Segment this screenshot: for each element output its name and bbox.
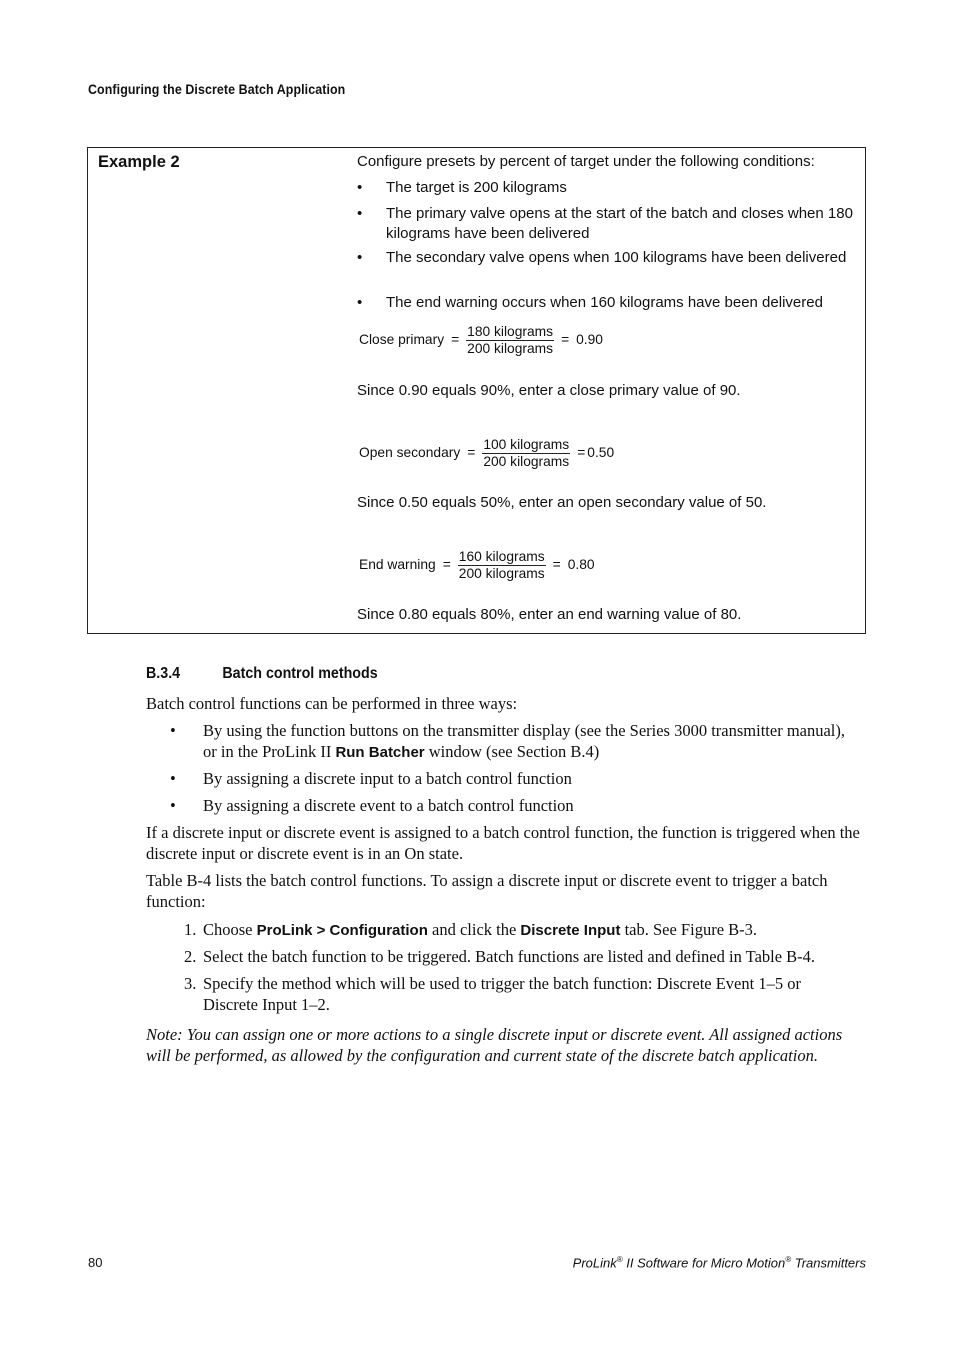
step-text: Specify the method which will be used to trigger the batch function: Discrete Event 1–5 or Discrete Input 1–2. bbox=[203, 974, 801, 1014]
formula-label: Close primary bbox=[359, 332, 445, 348]
example-bullet-text: The end warning occurs when 160 kilograms have been delivered bbox=[386, 294, 823, 311]
example-bullet-text: The secondary valve opens when 100 kilograms have been delivered bbox=[386, 249, 847, 266]
fraction-denominator: 200 kilograms bbox=[458, 565, 545, 581]
step-text: Select the batch function to be triggered. Batch functions are listed and defined in Table B-4. bbox=[203, 947, 816, 966]
formula-end-warning: End warning = $\frac{\text{160 kilograms}}{\text{200 kilograms}}$ = 0.80 bbox=[359, 548, 595, 581]
formula-result: 0.80 bbox=[567, 557, 595, 573]
fraction bbox=[466, 324, 554, 357]
formula-explanation: Since 0.80 equals 80%, enter an end warning value of 80. bbox=[357, 606, 742, 623]
section-number: B.3.4 bbox=[146, 665, 181, 682]
fraction-numerator: 180 kilograms bbox=[467, 323, 554, 339]
footer-title: ProLink® II Software for Micro Motion® Transmitters bbox=[572, 1255, 866, 1271]
fraction-numerator: 160 kilograms bbox=[458, 548, 545, 564]
list-item-text: By using the function buttons on the transmitter display (see the Series 3000 transmitter manual), or in the ProLink II Run Batcher window (see Section B.4) bbox=[203, 721, 846, 761]
section-title: Batch control methods bbox=[222, 665, 378, 682]
section-intro: Batch control functions can be performed in three ways: bbox=[146, 694, 518, 713]
bullet-icon: • bbox=[170, 769, 176, 788]
bullet-icon: • bbox=[170, 796, 176, 815]
formula-result: 0.90 bbox=[576, 332, 603, 348]
fraction bbox=[458, 549, 546, 582]
formula-close-primary: Close primary = $\frac{\text{180 kilograms}}{\text{200 kilograms}}$ = 0.90 bbox=[359, 323, 603, 356]
formula-label: Open secondary bbox=[359, 445, 461, 461]
example-bullet-text: The primary valve opens at the start of the batch and closes when 180 kilograms have been delivered bbox=[386, 205, 853, 242]
section-heading bbox=[146, 665, 378, 683]
running-header: Configuring the Discrete Batch Application bbox=[88, 82, 346, 97]
bullet-icon: • bbox=[357, 294, 363, 311]
bullet-icon: • bbox=[170, 721, 176, 740]
fraction-denominator: 200 kilograms bbox=[483, 453, 570, 469]
page-number: 80 bbox=[88, 1255, 103, 1270]
list-item-text: By assigning a discrete input to a batch control function bbox=[203, 769, 572, 788]
fraction-denominator: 200 kilograms bbox=[467, 340, 554, 356]
formula-explanation: Since 0.50 equals 50%, enter an open secondary value of 50. bbox=[357, 494, 767, 511]
formula-label: End warning bbox=[359, 557, 436, 573]
bullet-icon: • bbox=[357, 205, 363, 222]
example-label: Example 2 bbox=[98, 153, 180, 171]
formula-explanation: Since 0.90 equals 90%, enter a close primary value of 90. bbox=[357, 382, 741, 399]
note: Note: You can assign one or more actions to a single discrete input or discrete event. All assigned actions will be performed, as allowed by the configuration and current state of the discrete batch application. bbox=[146, 1025, 843, 1065]
step-text: Choose ProLink > Configuration and click the Discrete Input tab. See Figure B-3. bbox=[203, 920, 758, 939]
step-number: 3. bbox=[184, 974, 197, 993]
step-number: 2. bbox=[184, 947, 197, 966]
paragraph: Table B-4 lists the batch control functions. To assign a discrete input or discrete event to trigger a batch function: bbox=[146, 871, 828, 911]
formula-result: 0.50 bbox=[587, 445, 615, 461]
bullet-icon: • bbox=[357, 179, 363, 196]
list-item-text: By assigning a discrete event to a batch control function bbox=[203, 796, 574, 815]
paragraph: If a discrete input or discrete event is assigned to a batch control function, the function is triggered when the discrete input or discrete event is in an On state. bbox=[146, 823, 860, 863]
example-intro: Configure presets by percent of target under the following conditions: bbox=[357, 153, 815, 170]
fraction-numerator: 100 kilograms bbox=[483, 436, 570, 452]
fraction bbox=[482, 437, 570, 470]
step-number: 1. bbox=[184, 920, 197, 939]
formula-open-secondary: Open secondary = $\frac{\text{100 kilograms}}{\text{200 kilograms}}$ = 0.50 bbox=[359, 436, 615, 469]
bullet-icon: • bbox=[357, 249, 363, 266]
example-box bbox=[87, 147, 866, 634]
example-bullet-text: The target is 200 kilograms bbox=[386, 179, 567, 196]
